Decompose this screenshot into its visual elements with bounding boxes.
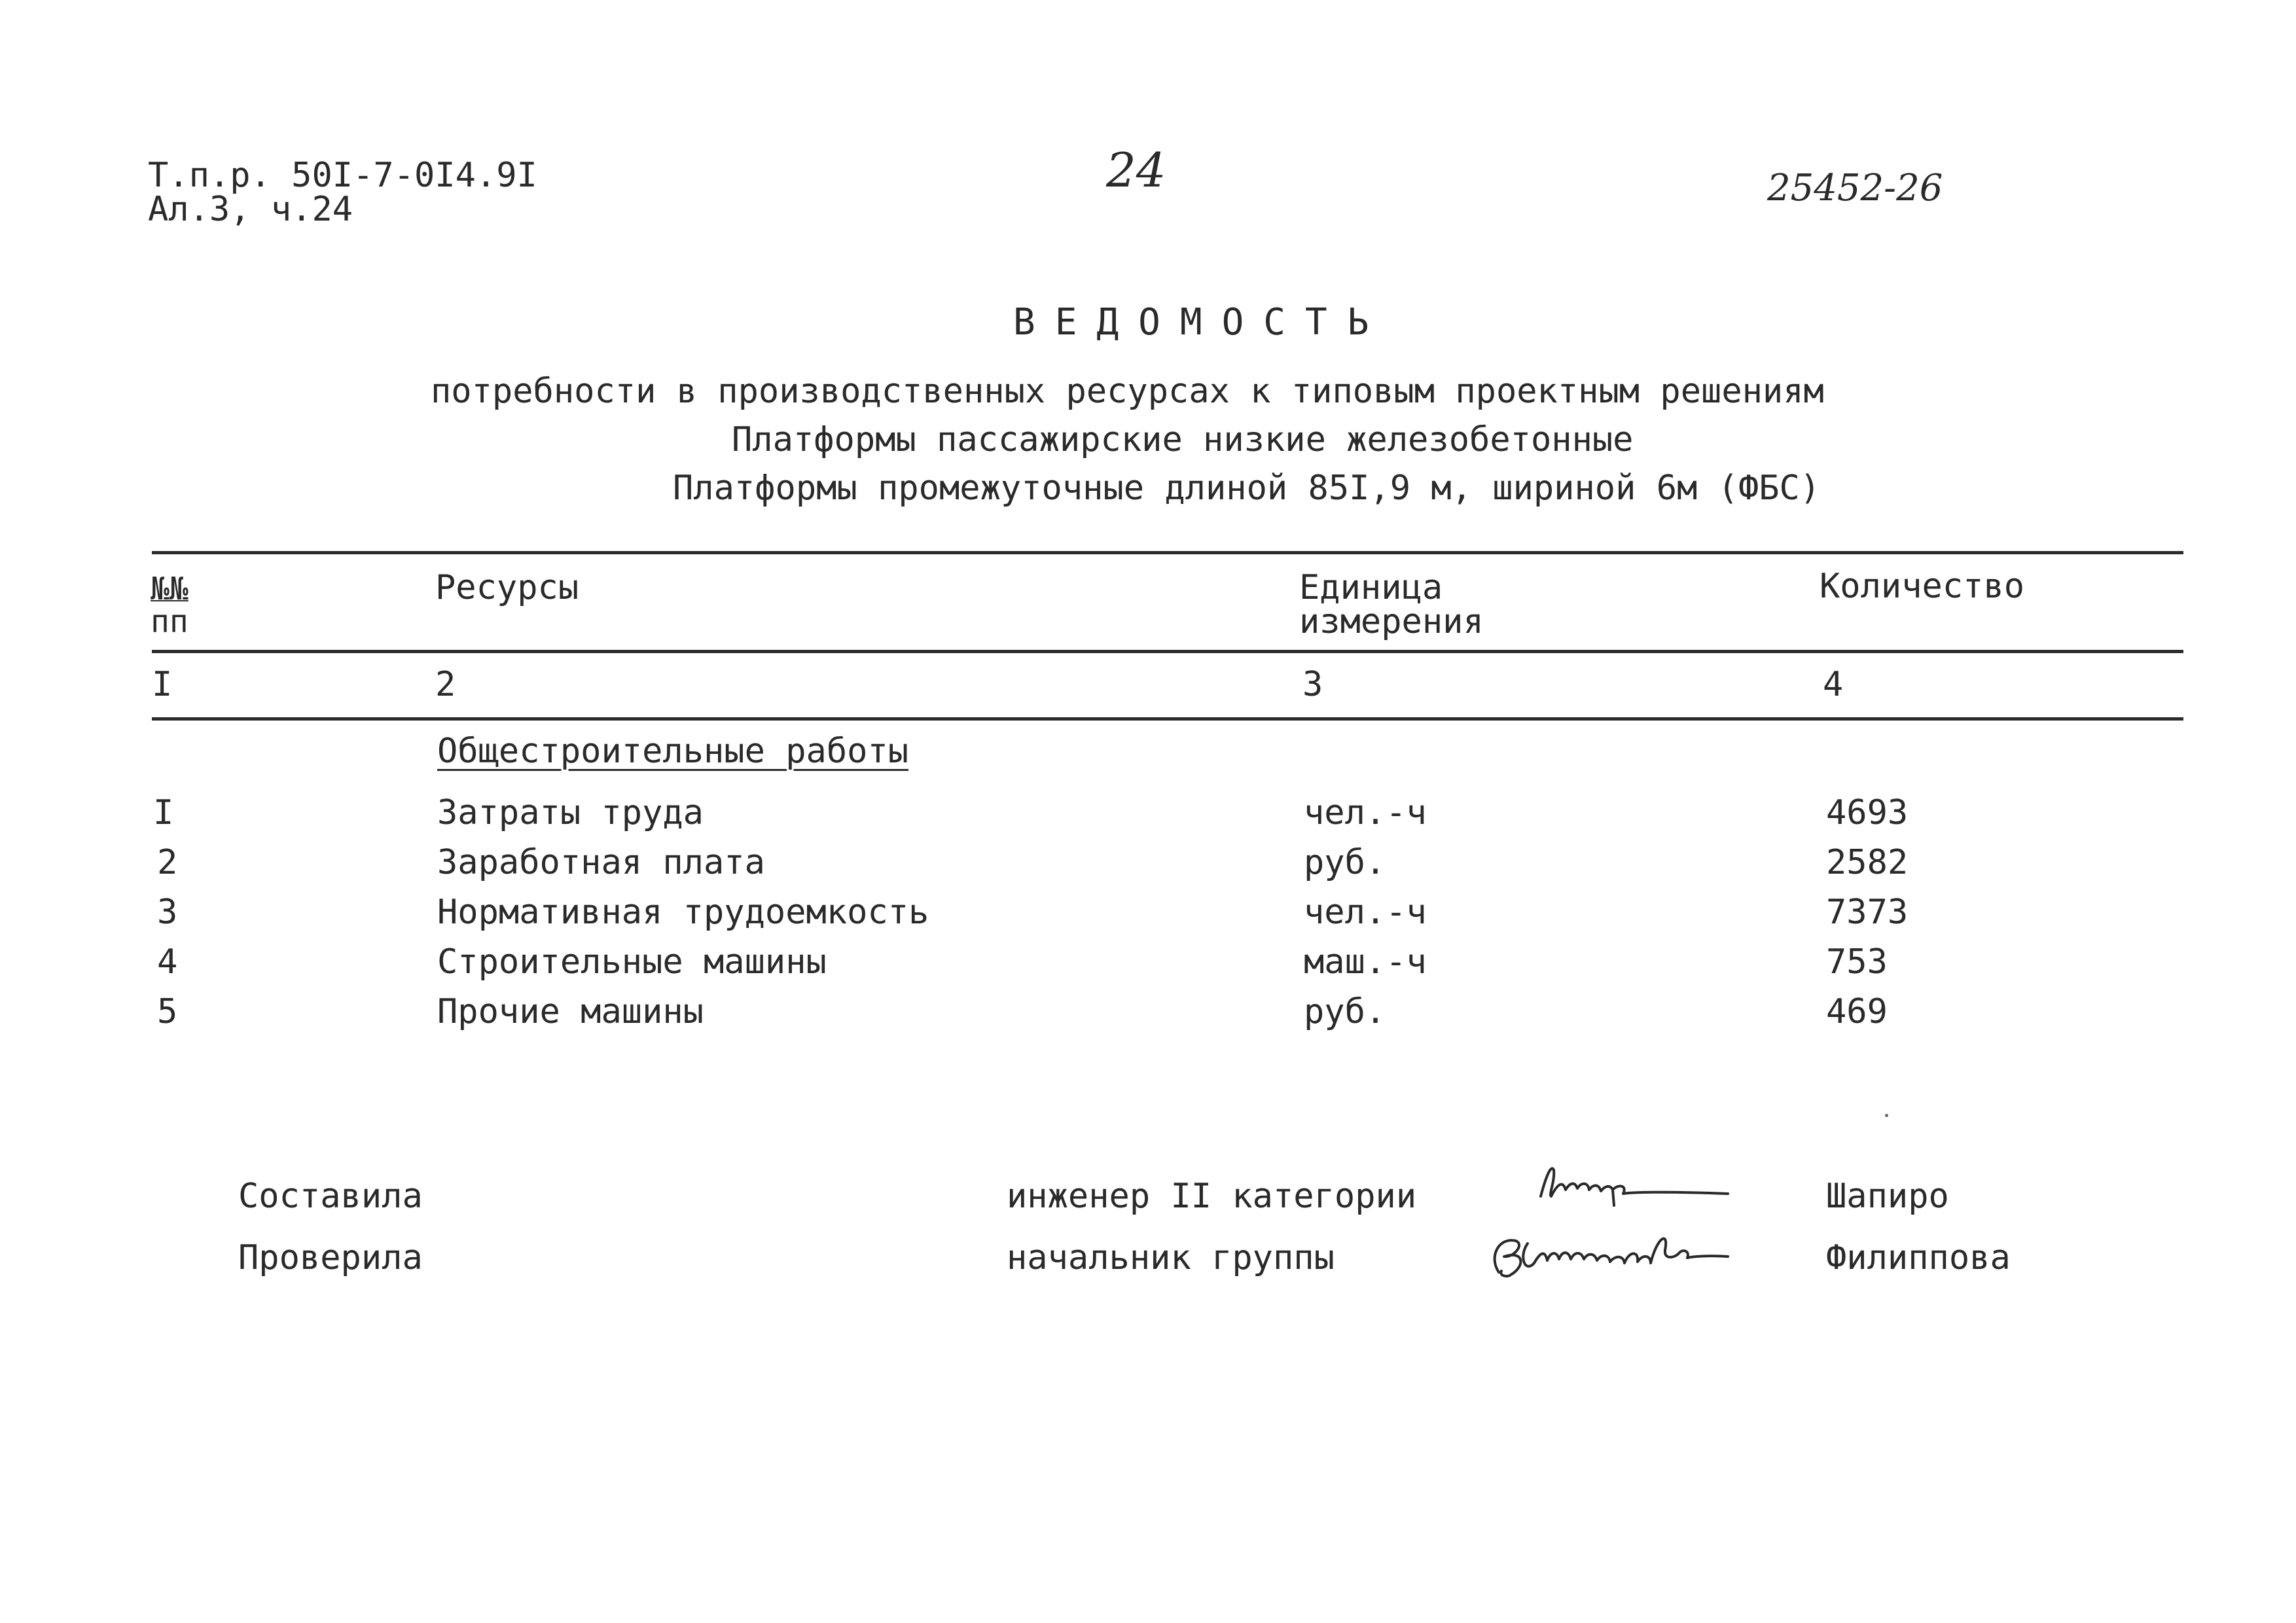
column-number-1: I — [152, 665, 173, 704]
row-resource: Нормативная трудоемкость — [437, 893, 929, 932]
header-quantity: Количество — [1820, 567, 2025, 606]
row-resource: Прочие машины — [437, 992, 704, 1031]
row-quantity: 4693 — [1826, 793, 1909, 832]
row-num: 3 — [157, 893, 178, 932]
row-unit: маш.-ч — [1304, 942, 1427, 982]
handwritten-signature-shapiro — [1532, 1157, 1741, 1216]
inventory-number: 25452-26 — [1767, 167, 1943, 209]
handwritten-signature-filippova — [1479, 1217, 1793, 1289]
row-resource: Строительные машины — [437, 942, 827, 982]
row-unit: руб. — [1304, 843, 1386, 882]
row-unit: руб. — [1304, 992, 1386, 1031]
row-num: 2 — [157, 843, 178, 882]
row-quantity: 7373 — [1826, 893, 1909, 932]
signature-role: Проверила — [238, 1238, 423, 1277]
header-unit-line2: измерения — [1299, 602, 1484, 641]
table-numbers-rule — [152, 717, 2183, 721]
header-resource: Ресурсы — [435, 568, 579, 607]
row-resource: Заработная плата — [437, 843, 765, 882]
row-num: 4 — [157, 942, 178, 982]
page-speck — [1885, 1114, 1888, 1117]
row-unit: чел.-ч — [1304, 893, 1427, 932]
doc-code: Т.п.р. 50I-7-0I4.9I — [148, 156, 537, 195]
row-num: I — [153, 793, 174, 832]
row-resource: Затраты труда — [437, 793, 704, 832]
page-number: 24 — [1106, 143, 1166, 198]
row-quantity: 2582 — [1826, 843, 1909, 882]
row-quantity: 753 — [1826, 942, 1888, 982]
header-unit-line1: Единица — [1299, 568, 1443, 607]
title-line-2: Платформы пассажирские низкие железобетонные — [732, 420, 1634, 459]
signature-name: Филиппова — [1826, 1238, 2011, 1277]
title-line-1: потребности в производственных ресурсах к типовым проектным решениям — [431, 372, 1824, 411]
section-title: Общестроительные работы — [437, 732, 909, 771]
table-header-rule — [152, 650, 2183, 653]
album-reference: Ал.3, ч.24 — [148, 190, 353, 229]
header-num-line1: №№ — [151, 571, 188, 607]
signature-position: инженер II категории — [1007, 1177, 1417, 1216]
signature-position: начальник группы — [1007, 1238, 1335, 1277]
signature-name: Шапиро — [1826, 1177, 1949, 1216]
row-quantity: 469 — [1826, 992, 1888, 1031]
column-number-2: 2 — [435, 665, 456, 704]
table-top-rule — [152, 551, 2183, 554]
row-unit: чел.-ч — [1304, 793, 1427, 832]
row-num: 5 — [157, 992, 178, 1031]
column-number-3: 3 — [1302, 665, 1323, 704]
signature-role: Составила — [238, 1177, 423, 1216]
document-heading: ВЕДОМОСТЬ — [1013, 301, 1389, 344]
title-line-3: Платформы промежуточные длиной 85I,9 м, шириной 6м (ФБС) — [673, 469, 1821, 508]
header-num-line2: пп — [151, 603, 188, 640]
column-number-4: 4 — [1823, 665, 1844, 704]
